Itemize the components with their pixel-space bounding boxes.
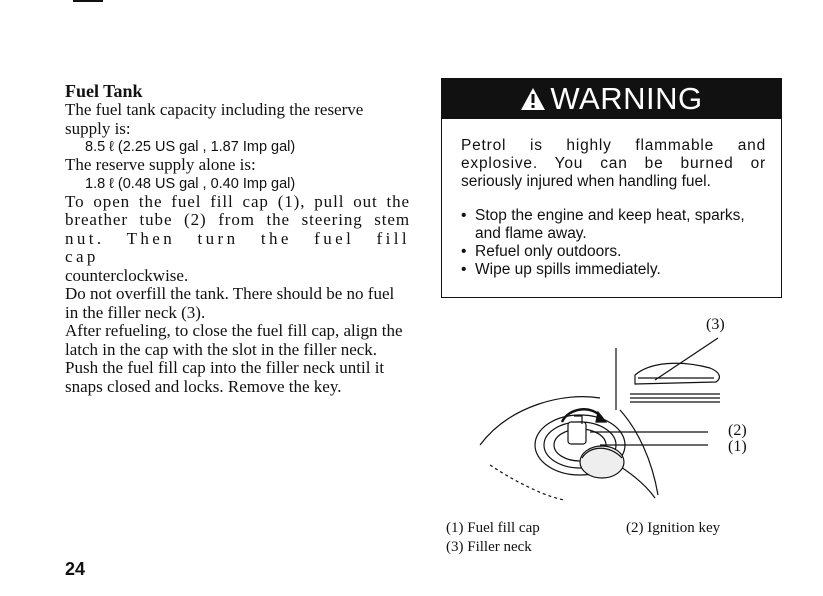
warning-line-1: Petrol is highly flammable and [461, 137, 766, 154]
warning-body [461, 137, 766, 279]
fuel-cap-drawing [470, 300, 790, 515]
overfill-note: Do not overfill the tank. There should be no fuel in the filler neck (3). [65, 284, 395, 322]
fuel-tank-section [65, 81, 410, 396]
warning-line-2: explosive. You can be burned or [461, 155, 766, 172]
top-rule [73, 0, 103, 2]
open-instruction-line-4: counterclockwise. [65, 265, 189, 285]
callout-ignition-key: (2) [728, 422, 747, 439]
warning-line-3: seriously injured when handling fuel. [461, 173, 711, 190]
warning-header [442, 79, 781, 119]
warning-bullet: • Refuel only outdoors. [461, 243, 766, 261]
caption-filler-neck: (3) Filler neck [446, 539, 532, 555]
warning-bullet: • Stop the engine and keep heat, sparks, and flame away. [461, 207, 766, 243]
warning-title: WARNING [550, 81, 703, 116]
open-instruction-line-1: To open the fuel fill cap (1), pull out the [65, 191, 410, 211]
capacity-reserve: 1.8 ℓ (0.48 US gal , 0.40 Imp gal) [85, 175, 296, 192]
callout-filler-neck: (3) [706, 316, 725, 333]
callout-fuel-fill-cap: (1) [728, 438, 747, 455]
caption-ignition-key: (2) Ignition key [626, 520, 721, 536]
caption-fuel-fill-cap: (1) Fuel fill cap [446, 520, 540, 536]
warning-box [441, 78, 782, 298]
warning-bullets [461, 207, 766, 279]
close-instruction: After refueling, to close the fuel fill cap, align the latch in the cap with the slot in the filler neck. Push the fuel fill cap into the filler neck until it snaps closed and locks. Remove the key. [65, 321, 403, 396]
open-instruction-line-3: nut. Then turn the fuel fill cap [65, 228, 410, 266]
capacity-intro: The fuel tank capacity including the reserve supply is: [65, 100, 364, 138]
reserve-intro: The reserve supply alone is: [65, 155, 256, 174]
fuel-cap-illustration [470, 300, 790, 515]
section-heading: Fuel Tank [65, 81, 143, 101]
open-instruction-line-2: breather tube (2) from the steering stem [65, 210, 410, 229]
capacity-total: 8.5 ℓ (2.25 US gal , 1.87 Imp gal) [85, 139, 296, 155]
page-number: 24 [65, 559, 86, 579]
warning-triangle-icon [520, 87, 546, 111]
warning-bullet: • Wipe up spills immediately. [461, 261, 766, 279]
